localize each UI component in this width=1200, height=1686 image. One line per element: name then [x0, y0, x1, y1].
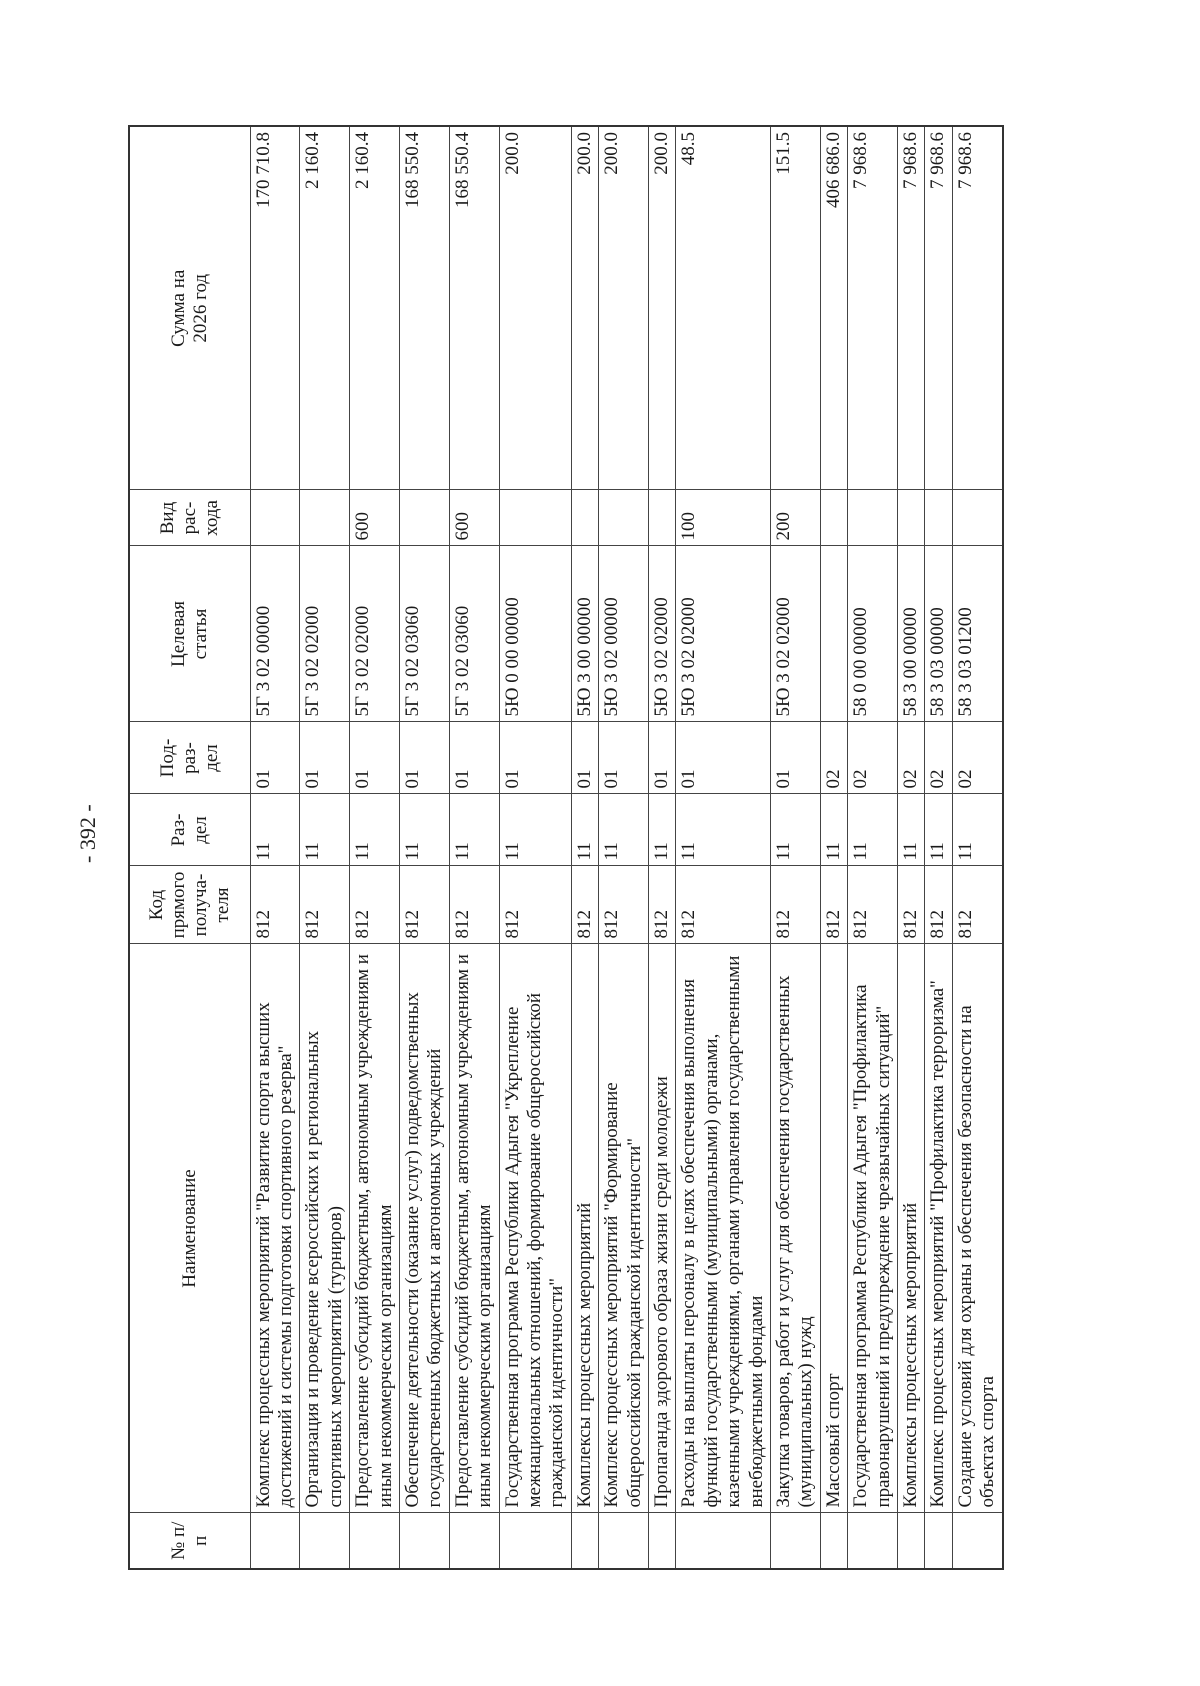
- table-row: [952, 126, 1002, 1569]
- cell-section: 11: [399, 794, 449, 866]
- cell-sum-2026: 7 968.6: [898, 126, 925, 490]
- cell-recipient-code: 812: [571, 866, 598, 944]
- page-number: - 392 -: [75, 804, 100, 863]
- header-expense-type: Вид рас- хода: [129, 490, 250, 546]
- cell-section: 11: [300, 794, 350, 866]
- cell-subsection: 02: [898, 722, 925, 794]
- cell-expense-type: 600: [350, 490, 400, 546]
- header-sum-2026: Сумма на 2026 год: [129, 126, 250, 490]
- cell-name: Организация и проведение всероссийских и региональных спортивных мероприятий (турниров): [300, 944, 350, 1513]
- cell-section: 11: [771, 794, 821, 866]
- cell-sum-2026: 7 968.6: [925, 126, 952, 490]
- cell-subsection: 01: [771, 722, 821, 794]
- cell-no: [925, 1513, 952, 1569]
- cell-sum-2026: 170 710.8: [250, 126, 300, 490]
- cell-subsection: 01: [449, 722, 499, 794]
- cell-expense-type: [848, 490, 898, 546]
- cell-no: [771, 1513, 821, 1569]
- cell-no: [649, 1513, 676, 1569]
- table-row: [820, 126, 847, 1569]
- table-row: [599, 126, 649, 1569]
- cell-no: [250, 1513, 300, 1569]
- cell-subsection: 01: [399, 722, 449, 794]
- cell-expense-type: [925, 490, 952, 546]
- cell-no: [300, 1513, 350, 1569]
- table-body: [250, 126, 1003, 1569]
- cell-section: 11: [449, 794, 499, 866]
- cell-sum-2026: 2 160.4: [350, 126, 400, 490]
- cell-no: [350, 1513, 400, 1569]
- cell-subsection: 01: [300, 722, 350, 794]
- cell-target-article: 5Ю 3 00 00000: [571, 546, 598, 722]
- cell-recipient-code: 812: [898, 866, 925, 944]
- cell-section: 11: [820, 794, 847, 866]
- header-name: Наименование: [129, 944, 250, 1513]
- cell-section: 11: [571, 794, 598, 866]
- cell-sum-2026: 7 968.6: [848, 126, 898, 490]
- cell-sum-2026: 200.0: [599, 126, 649, 490]
- cell-target-article: 5Ю 3 02 00000: [599, 546, 649, 722]
- cell-target-article: 5Ю 3 02 02000: [649, 546, 676, 722]
- cell-recipient-code: 812: [848, 866, 898, 944]
- cell-no: [499, 1513, 571, 1569]
- cell-no: [848, 1513, 898, 1569]
- cell-no: [820, 1513, 847, 1569]
- cell-sum-2026: 200.0: [499, 126, 571, 490]
- header-recipient-code: Код прямого получа- теля: [129, 866, 250, 944]
- cell-recipient-code: 812: [771, 866, 821, 944]
- cell-expense-type: [898, 490, 925, 546]
- cell-target-article: 5Г 3 02 02000: [300, 546, 350, 722]
- cell-name: Предоставление субсидий бюджетным, автономным учреждениям и иным некоммерческим организациям: [350, 944, 400, 1513]
- cell-no: [571, 1513, 598, 1569]
- table-row: [571, 126, 598, 1569]
- cell-name: Государственная программа Республики Адыгея "Укрепление межнациональных отношений, формирование общероссийской гражданской идентичности": [499, 944, 571, 1513]
- cell-name: Комплексы процессных мероприятий: [898, 944, 925, 1513]
- cell-recipient-code: 812: [399, 866, 449, 944]
- cell-recipient-code: 812: [599, 866, 649, 944]
- cell-recipient-code: 812: [820, 866, 847, 944]
- cell-recipient-code: 812: [499, 866, 571, 944]
- cell-no: [399, 1513, 449, 1569]
- cell-section: 11: [250, 794, 300, 866]
- cell-section: 11: [898, 794, 925, 866]
- cell-expense-type: [571, 490, 598, 546]
- cell-sum-2026: 2 160.4: [300, 126, 350, 490]
- cell-target-article: 5Г 3 02 00000: [250, 546, 300, 722]
- cell-section: 11: [952, 794, 1002, 866]
- cell-name: Массовый спорт: [820, 944, 847, 1513]
- cell-section: 11: [848, 794, 898, 866]
- cell-expense-type: [250, 490, 300, 546]
- cell-section: 11: [599, 794, 649, 866]
- cell-sum-2026: 200.0: [649, 126, 676, 490]
- cell-target-article: [820, 546, 847, 722]
- cell-target-article: 58 3 03 00000: [925, 546, 952, 722]
- cell-section: 11: [649, 794, 676, 866]
- cell-expense-type: [952, 490, 1002, 546]
- cell-recipient-code: 812: [250, 866, 300, 944]
- cell-sum-2026: 7 968.6: [952, 126, 1002, 490]
- cell-expense-type: [300, 490, 350, 546]
- header-target-article: Целевая статья: [129, 546, 250, 722]
- table-row: [848, 126, 898, 1569]
- cell-sum-2026: 151.5: [771, 126, 821, 490]
- cell-no: [952, 1513, 1002, 1569]
- cell-name: Создание условий для охраны и обеспечения безопасности на объектах спорта: [952, 944, 1002, 1513]
- cell-expense-type: [399, 490, 449, 546]
- cell-subsection: 01: [499, 722, 571, 794]
- table-row: [300, 126, 350, 1569]
- cell-name: Комплекс процессных мероприятий "Формирование общероссийской гражданской идентичности": [599, 944, 649, 1513]
- table-row: [449, 126, 499, 1569]
- table-row: [399, 126, 449, 1569]
- cell-sum-2026: 200.0: [571, 126, 598, 490]
- cell-subsection: 02: [848, 722, 898, 794]
- cell-target-article: 58 0 00 00000: [848, 546, 898, 722]
- cell-expense-type: [820, 490, 847, 546]
- cell-target-article: 58 3 00 00000: [898, 546, 925, 722]
- cell-name: Комплекс процессных мероприятий "Профилактика терроризма": [925, 944, 952, 1513]
- cell-subsection: 01: [599, 722, 649, 794]
- table-row: [250, 126, 300, 1569]
- cell-subsection: 01: [676, 722, 771, 794]
- cell-sum-2026: 168 550.4: [399, 126, 449, 490]
- table-row: [499, 126, 571, 1569]
- cell-no: [449, 1513, 499, 1569]
- cell-subsection: 01: [571, 722, 598, 794]
- cell-sum-2026: 48.5: [676, 126, 771, 490]
- cell-target-article: 5Г 3 02 03060: [399, 546, 449, 722]
- cell-section: 11: [925, 794, 952, 866]
- cell-no: [599, 1513, 649, 1569]
- cell-subsection: 02: [952, 722, 1002, 794]
- cell-target-article: 5Ю 3 02 02000: [676, 546, 771, 722]
- table-row: [898, 126, 925, 1569]
- cell-recipient-code: 812: [649, 866, 676, 944]
- cell-no: [898, 1513, 925, 1569]
- cell-recipient-code: 812: [925, 866, 952, 944]
- cell-target-article: 5Г 3 02 03060: [449, 546, 499, 722]
- cell-expense-type: 100: [676, 490, 771, 546]
- cell-expense-type: [649, 490, 676, 546]
- table-row: [771, 126, 821, 1569]
- budget-table: [128, 125, 1004, 1570]
- header-subsection: Под- раз- дел: [129, 722, 250, 794]
- cell-section: 11: [350, 794, 400, 866]
- cell-recipient-code: 812: [449, 866, 499, 944]
- cell-name: Закупка товаров, работ и услуг для обеспечения государственных (муниципальных) нужд: [771, 944, 821, 1513]
- cell-recipient-code: 812: [676, 866, 771, 944]
- cell-target-article: 5Г 3 02 02000: [350, 546, 400, 722]
- table-header: [129, 126, 250, 1569]
- cell-target-article: 58 3 03 01200: [952, 546, 1002, 722]
- cell-name: Комплексы процессных мероприятий: [571, 944, 598, 1513]
- cell-recipient-code: 812: [952, 866, 1002, 944]
- cell-target-article: 5Ю 0 00 00000: [499, 546, 571, 722]
- cell-recipient-code: 812: [350, 866, 400, 944]
- cell-expense-type: 600: [449, 490, 499, 546]
- cell-subsection: 01: [350, 722, 400, 794]
- cell-expense-type: [599, 490, 649, 546]
- cell-recipient-code: 812: [300, 866, 350, 944]
- cell-target-article: 5Ю 3 02 02000: [771, 546, 821, 722]
- cell-section: 11: [676, 794, 771, 866]
- cell-expense-type: 200: [771, 490, 821, 546]
- table-row: [649, 126, 676, 1569]
- cell-section: 11: [499, 794, 571, 866]
- cell-subsection: 01: [250, 722, 300, 794]
- cell-sum-2026: 168 550.4: [449, 126, 499, 490]
- cell-subsection: 02: [820, 722, 847, 794]
- cell-name: Обеспечение деятельности (оказание услуг) подведомственных государственных бюджетных и автономных учреждений: [399, 944, 449, 1513]
- cell-no: [676, 1513, 771, 1569]
- cell-name: Предоставление субсидий бюджетным, автономным учреждениям и иным некоммерческим организациям: [449, 944, 499, 1513]
- table-row: [676, 126, 771, 1569]
- header-no: № п/п: [129, 1513, 250, 1569]
- cell-expense-type: [499, 490, 571, 546]
- table-row: [350, 126, 400, 1569]
- cell-name: Расходы на выплаты персоналу в целях обеспечения выполнения функций государственными (муниципальными) органами, казенными учреждениями, органами управления государственными внебюджетными фондами: [676, 944, 771, 1513]
- cell-subsection: 01: [649, 722, 676, 794]
- header-section: Раз- дел: [129, 794, 250, 866]
- cell-name: Государственная программа Республики Адыгея "Профилактика правонарушений и предупреждение чрезвычайных ситуаций": [848, 944, 898, 1513]
- cell-subsection: 02: [925, 722, 952, 794]
- cell-name: Комплекс процессных мероприятий "Развитие спорта высших достижений и системы подготовки спортивного резерва": [250, 944, 300, 1513]
- cell-sum-2026: 406 686.0: [820, 126, 847, 490]
- cell-name: Пропаганда здорового образа жизни среди молодежи: [649, 944, 676, 1513]
- table-row: [925, 126, 952, 1569]
